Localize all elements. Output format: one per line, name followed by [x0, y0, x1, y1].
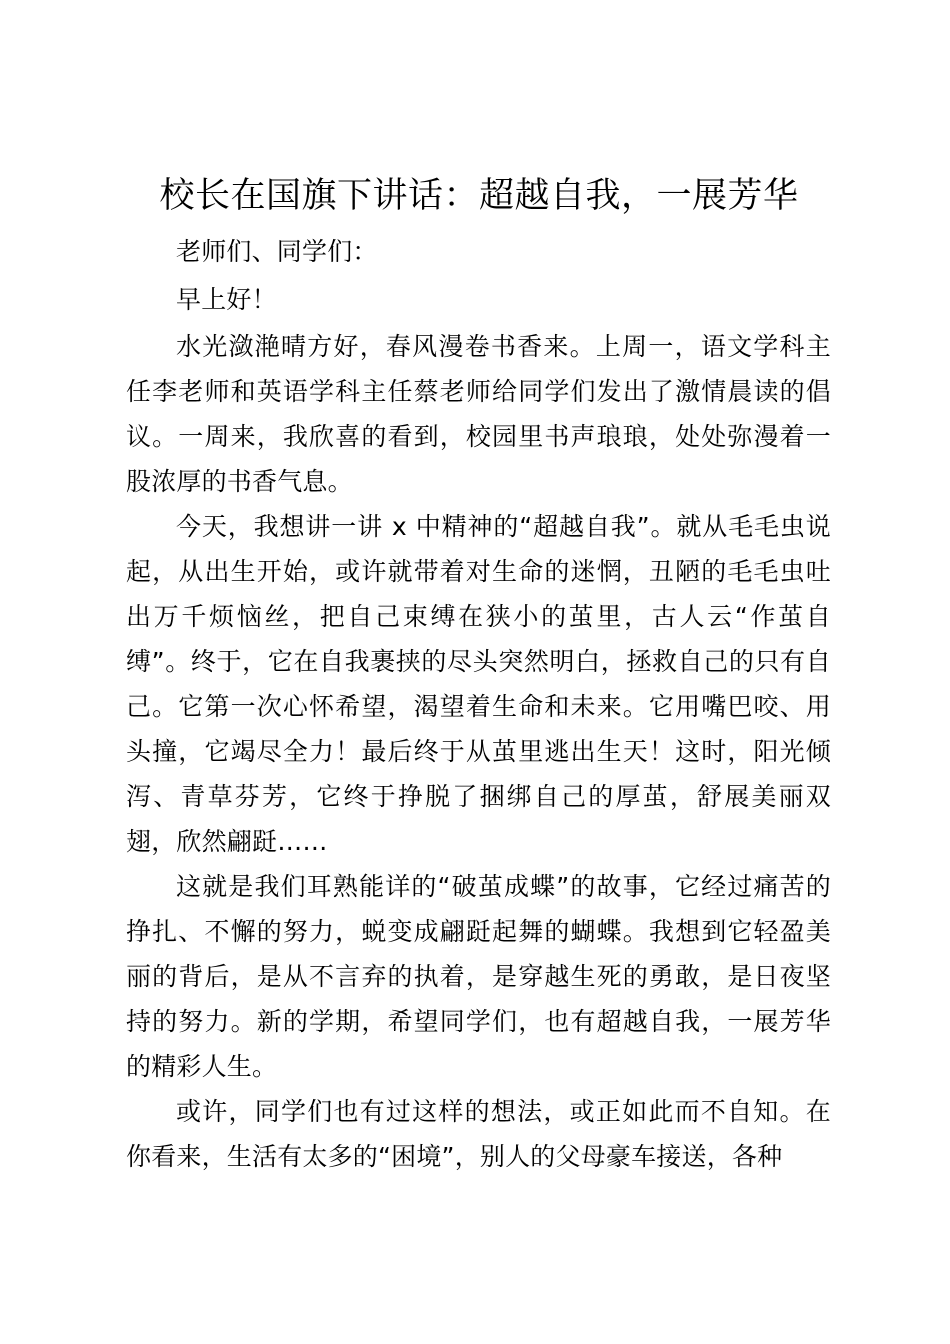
greeting: 早上好！ [176, 285, 277, 314]
document-body [126, 228, 831, 1179]
document-title: 校长在国旗下讲话：超越自我，一展芳华 [159, 176, 799, 216]
paragraph-3: 这就是我们耳熟能详的“破茧成蝶”的故事，它经过痛苦的挣扎、不懈的努力，蜕变成翩跹起舞的蝴蝶。我想到它轻盈美丽的背后，是从不言弃的执着，是穿越生死的勇敢，是日夜坚持的努力。新的学期，希望同学们，也有超越自我，一展芳华的精彩人生。 [126, 872, 831, 1081]
paragraph-2: 今天，我想讲一讲 x 中精神的“超越自我”。就从毛毛虫说起，从出生开始，或许就带着对生命的迷惘，丑陋的毛毛虫吐出万千烦恼丝，把自己束缚在狭小的茧里，古人云“作茧自缚”。终于，它在自我裹挟的尽头突然明白，拯救自己的只有自己。它第一次心怀希望，渴望着生命和未来。它用嘴巴咬、用头撞，它竭尽全力！最后终于从茧里逃出生天！这时，阳光倾泻、青草芬芳，它终于挣脱了捆绑自己的厚茧，舒展美丽双翅，欣然翩跹…… [126, 512, 831, 856]
paragraph-4: 或许，同学们也有过这样的想法，或正如此而不自知。在你看来，生活有太多的“困境”，别人的父母豪车接送，各种 [126, 1097, 831, 1171]
paragraph-1: 水光潋滟晴方好，春风漫卷书香来。上周一，语文学科主任李老师和英语学科主任蔡老师给同学们发出了激情晨读的倡议。一周来，我欣喜的看到，校园里书声琅琅，处处弥漫着一股浓厚的书香气息。 [126, 332, 831, 496]
salutation: 老师们、同学们： [176, 237, 378, 266]
